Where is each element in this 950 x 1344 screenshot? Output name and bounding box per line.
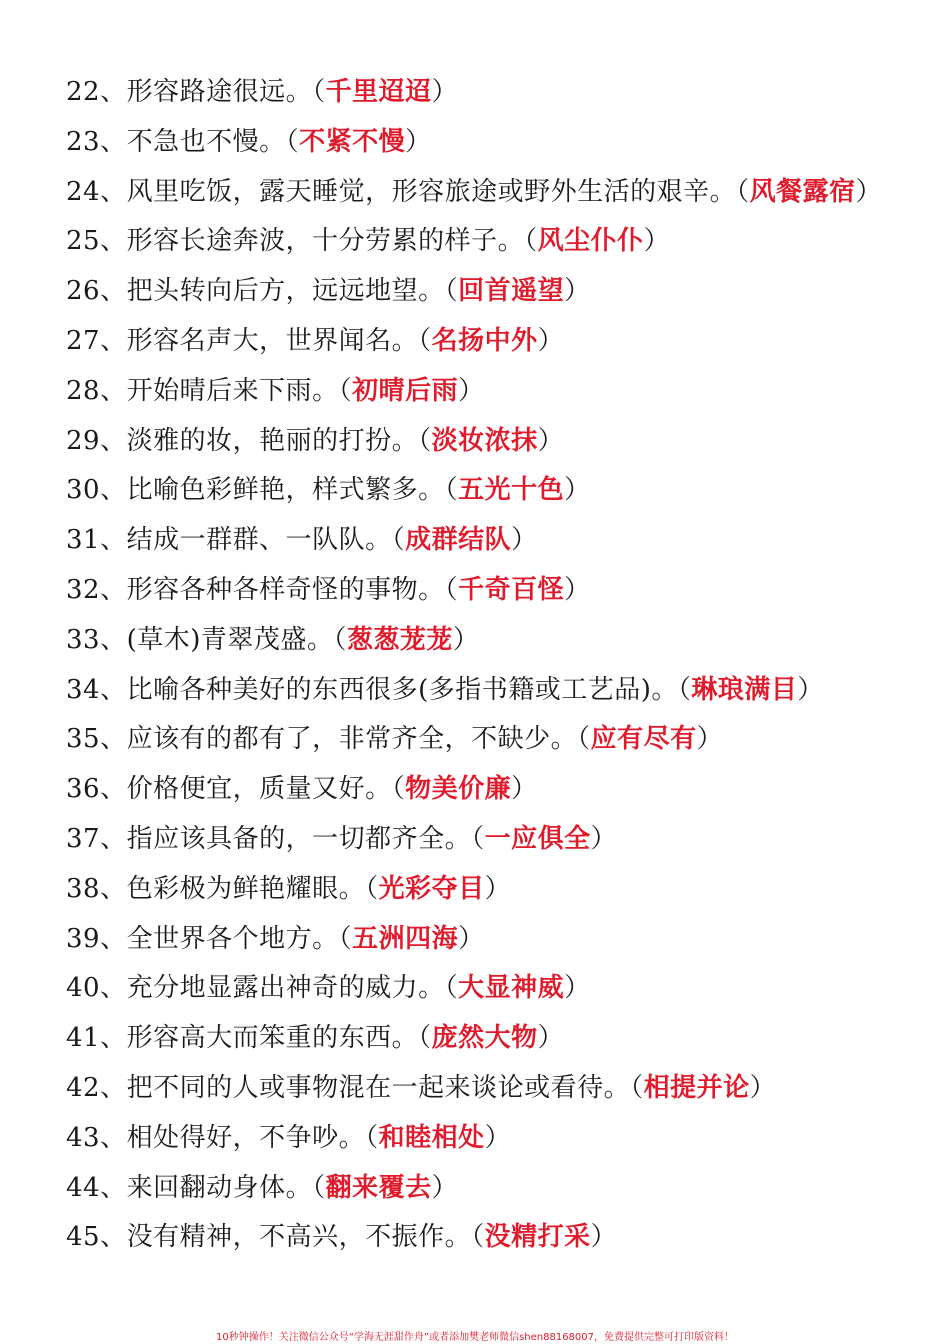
open-paren: （ (418, 325, 432, 356)
item-number: 28、 (66, 375, 127, 406)
open-paren: （ (444, 276, 459, 307)
item-number: 37、 (66, 823, 127, 854)
item-answer-idiom: 琳琅满目 (691, 674, 798, 705)
item-number: 31、 (66, 525, 127, 556)
item-definition: 不急也不慢。 (126, 126, 286, 157)
item-answer-idiom: 翻来覆去 (325, 1172, 432, 1203)
item-definition: 把不同的人或事物混在一起来谈论或看待。 (126, 1072, 631, 1103)
open-paren: （ (285, 126, 300, 157)
item-definition: 充分地显露出神奇的威力。 (126, 973, 445, 1004)
close-paren: ） (511, 525, 538, 556)
list-item (66, 367, 936, 417)
item-number: 44、 (66, 1172, 127, 1203)
open-paren: （ (444, 574, 459, 605)
open-paren: （ (391, 525, 406, 556)
list-item (66, 68, 936, 118)
item-definition: 形容高大而笨重的东西。 (126, 1023, 419, 1054)
item-definition: 来回翻动身体。 (126, 1172, 313, 1203)
item-number: 25、 (66, 226, 127, 257)
close-paren: ） (511, 774, 538, 805)
close-paren: ） (405, 126, 432, 157)
item-answer-idiom: 风餐露宿 (749, 176, 856, 207)
list-item (66, 317, 936, 367)
item-number: 26、 (66, 276, 127, 307)
item-answer-idiom: 名扬中外 (431, 325, 538, 356)
item-number: 35、 (66, 724, 127, 755)
item-answer-idiom: 风尘仆仆 (537, 226, 644, 257)
close-paren: ） (797, 674, 824, 705)
close-paren: ） (484, 1122, 512, 1153)
item-answer-idiom: 没精打采 (484, 1222, 591, 1253)
item-number: 43、 (66, 1122, 127, 1153)
open-paren: （ (312, 1172, 326, 1203)
list-item (66, 666, 936, 716)
close-paren: ） (696, 724, 724, 755)
item-definition: 色彩极为鲜艳耀眼。 (126, 873, 366, 904)
close-paren: ） (564, 475, 591, 506)
item-answer-idiom: 和睦相处 (378, 1122, 485, 1153)
item-definition: 比喻色彩鲜艳，样式繁多。 (126, 475, 445, 506)
open-paren: （ (471, 1222, 485, 1253)
open-paren: （ (736, 176, 750, 207)
item-answer-idiom: 五光十色 (458, 475, 565, 506)
close-paren: ） (564, 276, 591, 307)
open-paren: （ (677, 674, 692, 705)
close-paren: ） (590, 823, 618, 854)
item-definition: 比喻各种美好的东西很多(多指书籍或工艺品)。 (126, 674, 678, 705)
list-item (66, 168, 936, 218)
list-item (66, 1014, 936, 1064)
item-answer-idiom: 初晴后雨 (352, 375, 459, 406)
open-paren: （ (577, 724, 591, 755)
item-definition: 把头转向后方，远远地望。 (126, 276, 445, 307)
open-paren: （ (418, 425, 432, 456)
item-definition: 形容长途奔波，十分劳累的样子。 (126, 226, 525, 257)
item-definition: 开始晴后来下雨。 (126, 375, 339, 406)
list-item (66, 118, 936, 168)
item-answer-idiom: 物美价廉 (405, 774, 512, 805)
list-item (66, 466, 936, 516)
item-definition: 没有精神，不高兴，不振作。 (126, 1222, 472, 1253)
list-item (66, 516, 936, 566)
list-item (66, 616, 936, 666)
close-paren: ） (452, 624, 480, 655)
item-number: 30、 (66, 475, 127, 506)
item-answer-idiom: 相提并论 (643, 1072, 750, 1103)
open-paren: （ (630, 1072, 644, 1103)
close-paren: ） (458, 375, 485, 406)
item-number: 38、 (66, 873, 127, 904)
item-number: 24、 (66, 176, 127, 207)
open-paren: （ (312, 77, 326, 107)
open-paren: （ (471, 823, 485, 854)
open-paren: （ (365, 1122, 379, 1153)
list-item (66, 1213, 936, 1263)
item-number: 22、 (66, 77, 127, 107)
close-paren: ） (749, 1072, 777, 1103)
item-definition: 相处得好，不争吵。 (126, 1122, 366, 1153)
item-definition: 风里吃饭，露天睡觉，形容旅途或野外生活的艰辛。 (126, 176, 737, 207)
open-paren: （ (444, 475, 459, 506)
item-answer-idiom: 千奇百怪 (458, 574, 565, 605)
open-paren: （ (338, 923, 353, 954)
item-answer-idiom: 大显神威 (458, 973, 565, 1004)
item-definition: 淡雅的妆，艳丽的打扮。 (126, 425, 419, 456)
item-definition: 价格便宜，质量又好。 (126, 774, 392, 805)
open-paren: （ (333, 624, 347, 655)
item-definition: 形容路途很远。 (126, 77, 313, 107)
item-number: 32、 (66, 574, 127, 605)
item-number: 34、 (66, 674, 127, 705)
list-item (66, 865, 936, 915)
item-answer-idiom: 成群结队 (405, 525, 512, 556)
item-answer-idiom: 五洲四海 (352, 923, 459, 954)
item-answer-idiom: 不紧不慢 (299, 126, 406, 157)
item-answer-idiom: 光彩夺目 (378, 873, 485, 904)
item-number: 39、 (66, 923, 127, 954)
idiom-list (66, 68, 936, 1263)
list-item (66, 815, 936, 865)
close-paren: ） (855, 176, 883, 207)
list-item (66, 566, 936, 616)
close-paren: ） (564, 973, 591, 1004)
item-answer-idiom: 应有尽有 (590, 724, 697, 755)
list-item (66, 964, 936, 1014)
close-paren: ） (564, 574, 591, 605)
item-answer-idiom: 葱葱茏茏 (346, 624, 453, 655)
open-paren: （ (524, 226, 538, 257)
item-definition: 全世界各个地方。 (126, 923, 339, 954)
open-paren: （ (444, 973, 459, 1004)
item-number: 45、 (66, 1222, 127, 1253)
item-definition: 形容各种各样奇怪的事物。 (126, 574, 445, 605)
list-item (66, 915, 936, 965)
list-item (66, 267, 936, 317)
close-paren: ） (431, 1172, 459, 1203)
item-answer-idiom: 一应俱全 (484, 823, 591, 854)
close-paren: ） (537, 425, 565, 456)
item-number: 41、 (66, 1023, 127, 1054)
list-item (66, 1114, 936, 1164)
open-paren: （ (365, 873, 379, 904)
close-paren: ） (458, 923, 485, 954)
list-item (66, 417, 936, 467)
item-definition: 应该有的都有了，非常齐全，不缺少。 (126, 724, 578, 755)
item-number: 27、 (66, 325, 127, 356)
item-number: 42、 (66, 1072, 127, 1103)
open-paren: （ (418, 1023, 432, 1054)
item-answer-idiom: 淡妆浓抹 (431, 425, 538, 456)
close-paren: ） (484, 873, 512, 904)
close-paren: ） (431, 77, 459, 107)
item-definition: 指应该具备的，一切都齐全。 (126, 823, 472, 854)
item-definition: 结成一群群、一队队。 (126, 525, 392, 556)
list-item (66, 1064, 936, 1114)
close-paren: ） (643, 226, 671, 257)
open-paren: （ (391, 774, 406, 805)
item-number: 23、 (66, 126, 127, 157)
footer-note: 10秒钟操作！关注微信公众号“学海无涯甜作舟”或者添加樊老师微信shen88168007，免费提供完整可打印版资料！ (215, 1332, 735, 1343)
item-number: 33、 (66, 624, 127, 655)
item-number: 29、 (66, 425, 127, 456)
list-item (66, 217, 936, 267)
item-number: 40、 (66, 973, 127, 1004)
item-definition: (草木)青翠茂盛。 (126, 624, 334, 655)
item-answer-idiom: 回首遥望 (458, 276, 565, 307)
close-paren: ） (590, 1222, 618, 1253)
item-answer-idiom: 庞然大物 (431, 1023, 538, 1054)
close-paren: ） (537, 325, 565, 356)
list-item (66, 1164, 936, 1214)
item-definition: 形容名声大，世界闻名。 (126, 325, 419, 356)
open-paren: （ (338, 375, 353, 406)
close-paren: ） (537, 1023, 565, 1054)
item-number: 36、 (66, 774, 127, 805)
list-item (66, 715, 936, 765)
item-answer-idiom: 千里迢迢 (325, 77, 432, 107)
list-item (66, 765, 936, 815)
